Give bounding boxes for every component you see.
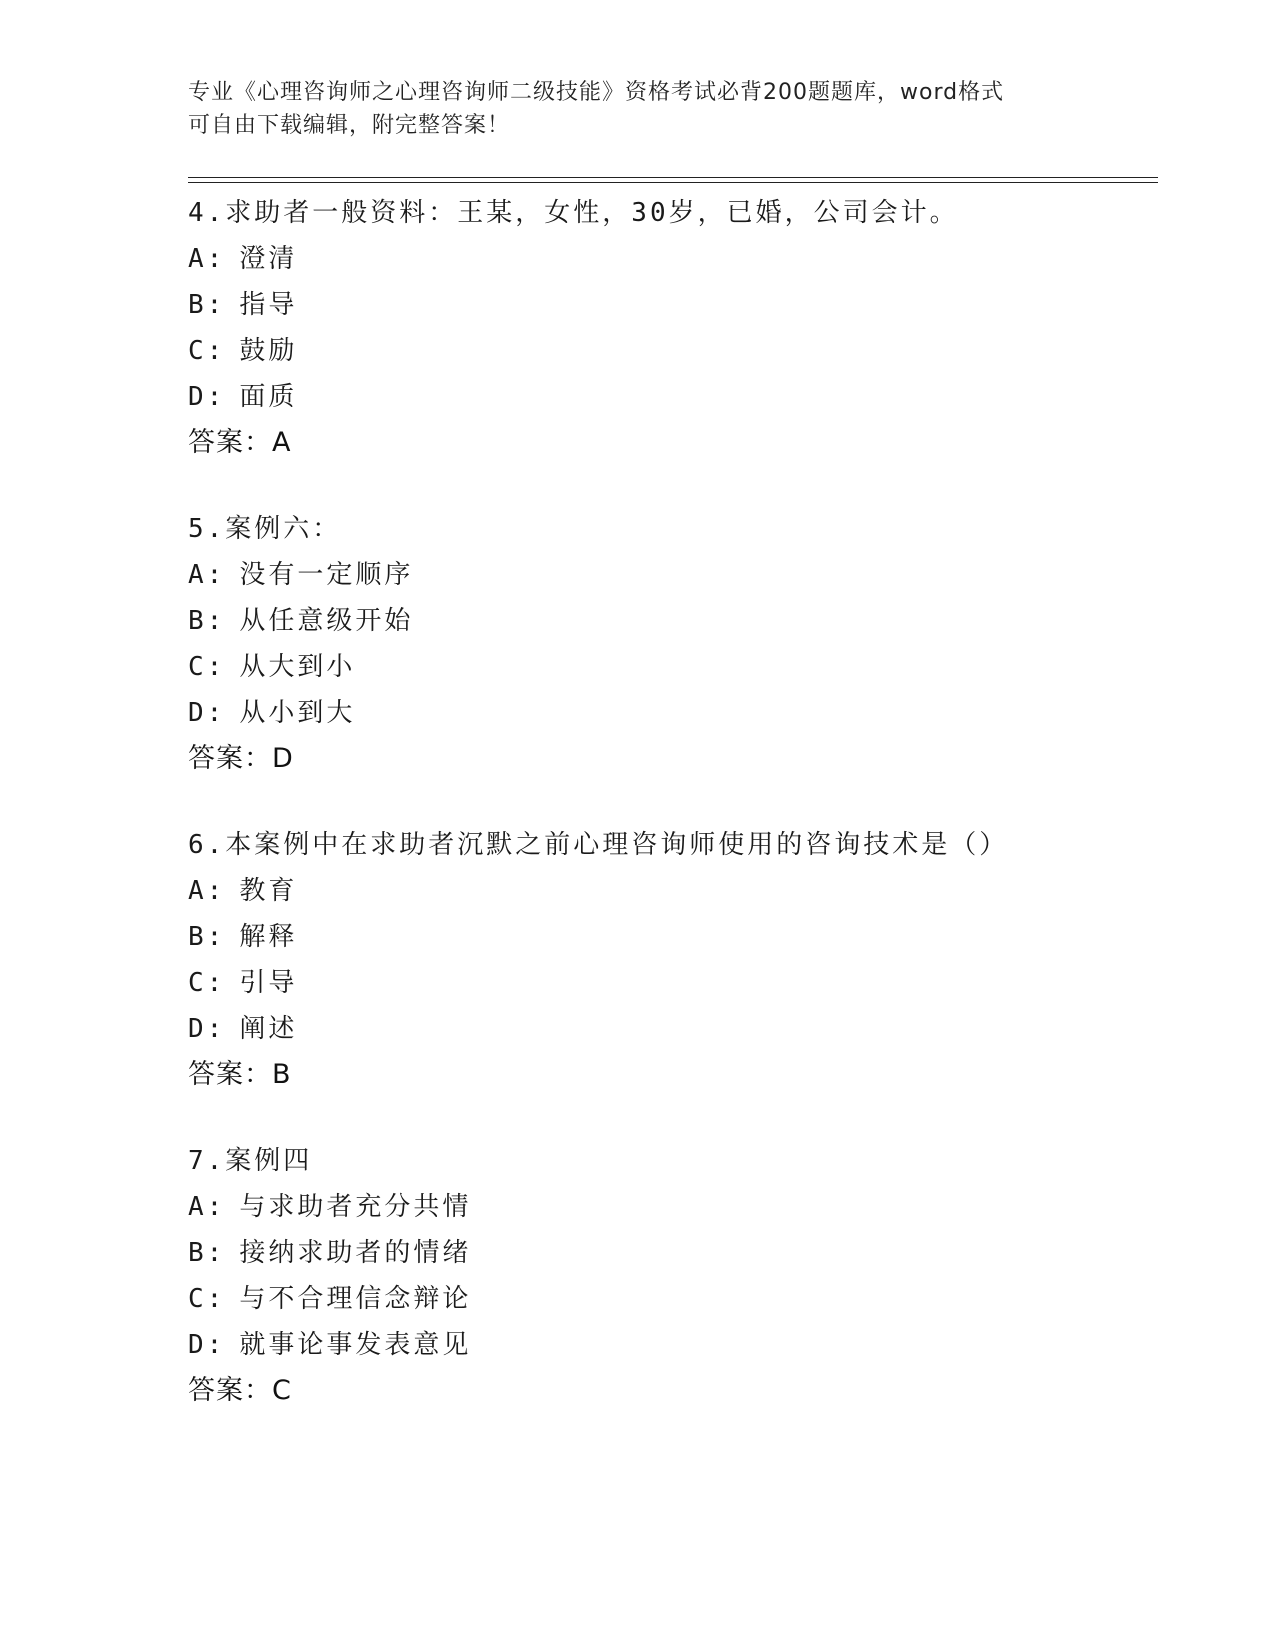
option-separator: : [206, 876, 226, 906]
option-key: D [188, 382, 207, 412]
option-text: 接纳求助者的情绪 [239, 1238, 472, 1268]
answer-line: 答案：C [188, 1375, 292, 1406]
question-list [188, 190, 1168, 1454]
option-key: D [188, 698, 207, 728]
option-key: B [188, 606, 207, 636]
question-item [188, 822, 1168, 1098]
option-d [188, 1322, 1168, 1368]
option-text: 与求助者充分共情 [239, 1192, 472, 1222]
option-a [188, 236, 1168, 282]
option-key: B [188, 290, 207, 320]
option-separator: : [206, 382, 226, 412]
option-d [188, 374, 1168, 420]
option-separator: : [206, 922, 226, 952]
option-key: D [188, 1330, 207, 1360]
option-key: C [188, 968, 207, 998]
option-separator: : [206, 652, 226, 682]
option-separator: : [206, 290, 226, 320]
option-key: A [188, 560, 207, 590]
document-header [188, 76, 1088, 142]
option-separator: : [206, 968, 226, 998]
option-text: 指导 [239, 290, 298, 320]
option-text: 阐述 [239, 1014, 298, 1044]
option-c [188, 1276, 1168, 1322]
question-stem: 4.求助者一般资料：王某，女性，30岁，已婚，公司会计。 [188, 198, 959, 228]
question-stem: 7.案例四 [188, 1146, 313, 1176]
option-separator: : [206, 336, 226, 366]
question-item [188, 506, 1168, 782]
option-separator: : [206, 606, 226, 636]
option-b [188, 282, 1168, 328]
option-text: 面质 [239, 382, 298, 412]
option-c [188, 328, 1168, 374]
option-key: A [188, 1192, 207, 1222]
option-key: A [188, 876, 207, 906]
header-title-line-2: 可自由下载编辑，附完整答案！ [188, 113, 511, 138]
option-text: 解释 [239, 922, 298, 952]
option-text: 澄清 [239, 244, 298, 274]
option-b [188, 914, 1168, 960]
option-separator: : [206, 1238, 226, 1268]
option-separator: : [206, 1284, 226, 1314]
answer-line: 答案：B [188, 1059, 292, 1090]
option-key: C [188, 336, 207, 366]
option-text: 与不合理信念辩论 [239, 1284, 472, 1314]
header-title-line-1: 专业《心理咨询师之心理咨询师二级技能》资格考试必背200题题库，word格式 [188, 80, 1005, 105]
option-separator: : [206, 1192, 226, 1222]
answer-line: 答案：D [188, 743, 294, 774]
option-separator: : [206, 560, 226, 590]
header-divider-top [188, 177, 1158, 178]
question-stem: 5.案例六： [188, 514, 342, 544]
option-c [188, 644, 1168, 690]
option-text: 就事论事发表意见 [239, 1330, 472, 1360]
question-item [188, 1138, 1168, 1414]
option-text: 鼓励 [239, 336, 298, 366]
option-key: A [188, 244, 207, 274]
option-a [188, 868, 1168, 914]
option-separator: : [206, 244, 226, 274]
option-separator: : [206, 1014, 226, 1044]
option-a [188, 552, 1168, 598]
option-text: 引导 [239, 968, 298, 998]
option-text: 没有一定顺序 [239, 560, 414, 590]
option-key: C [188, 652, 207, 682]
option-b [188, 598, 1168, 644]
option-text: 从任意级开始 [239, 606, 414, 636]
option-d [188, 690, 1168, 736]
option-key: C [188, 1284, 207, 1314]
option-key: D [188, 1014, 207, 1044]
option-text: 教育 [239, 876, 298, 906]
option-a [188, 1184, 1168, 1230]
option-separator: : [206, 1330, 226, 1360]
option-separator: : [206, 698, 226, 728]
option-c [188, 960, 1168, 1006]
option-key: B [188, 922, 207, 952]
option-text: 从小到大 [239, 698, 356, 728]
answer-line: 答案：A [188, 427, 292, 458]
question-stem: 6.本案例中在求助者沉默之前心理咨询师使用的咨询技术是（） [188, 830, 1009, 860]
header-divider-bottom [188, 182, 1158, 183]
question-item [188, 190, 1168, 466]
option-text: 从大到小 [239, 652, 356, 682]
option-key: B [188, 1238, 207, 1268]
option-b [188, 1230, 1168, 1276]
option-d [188, 1006, 1168, 1052]
